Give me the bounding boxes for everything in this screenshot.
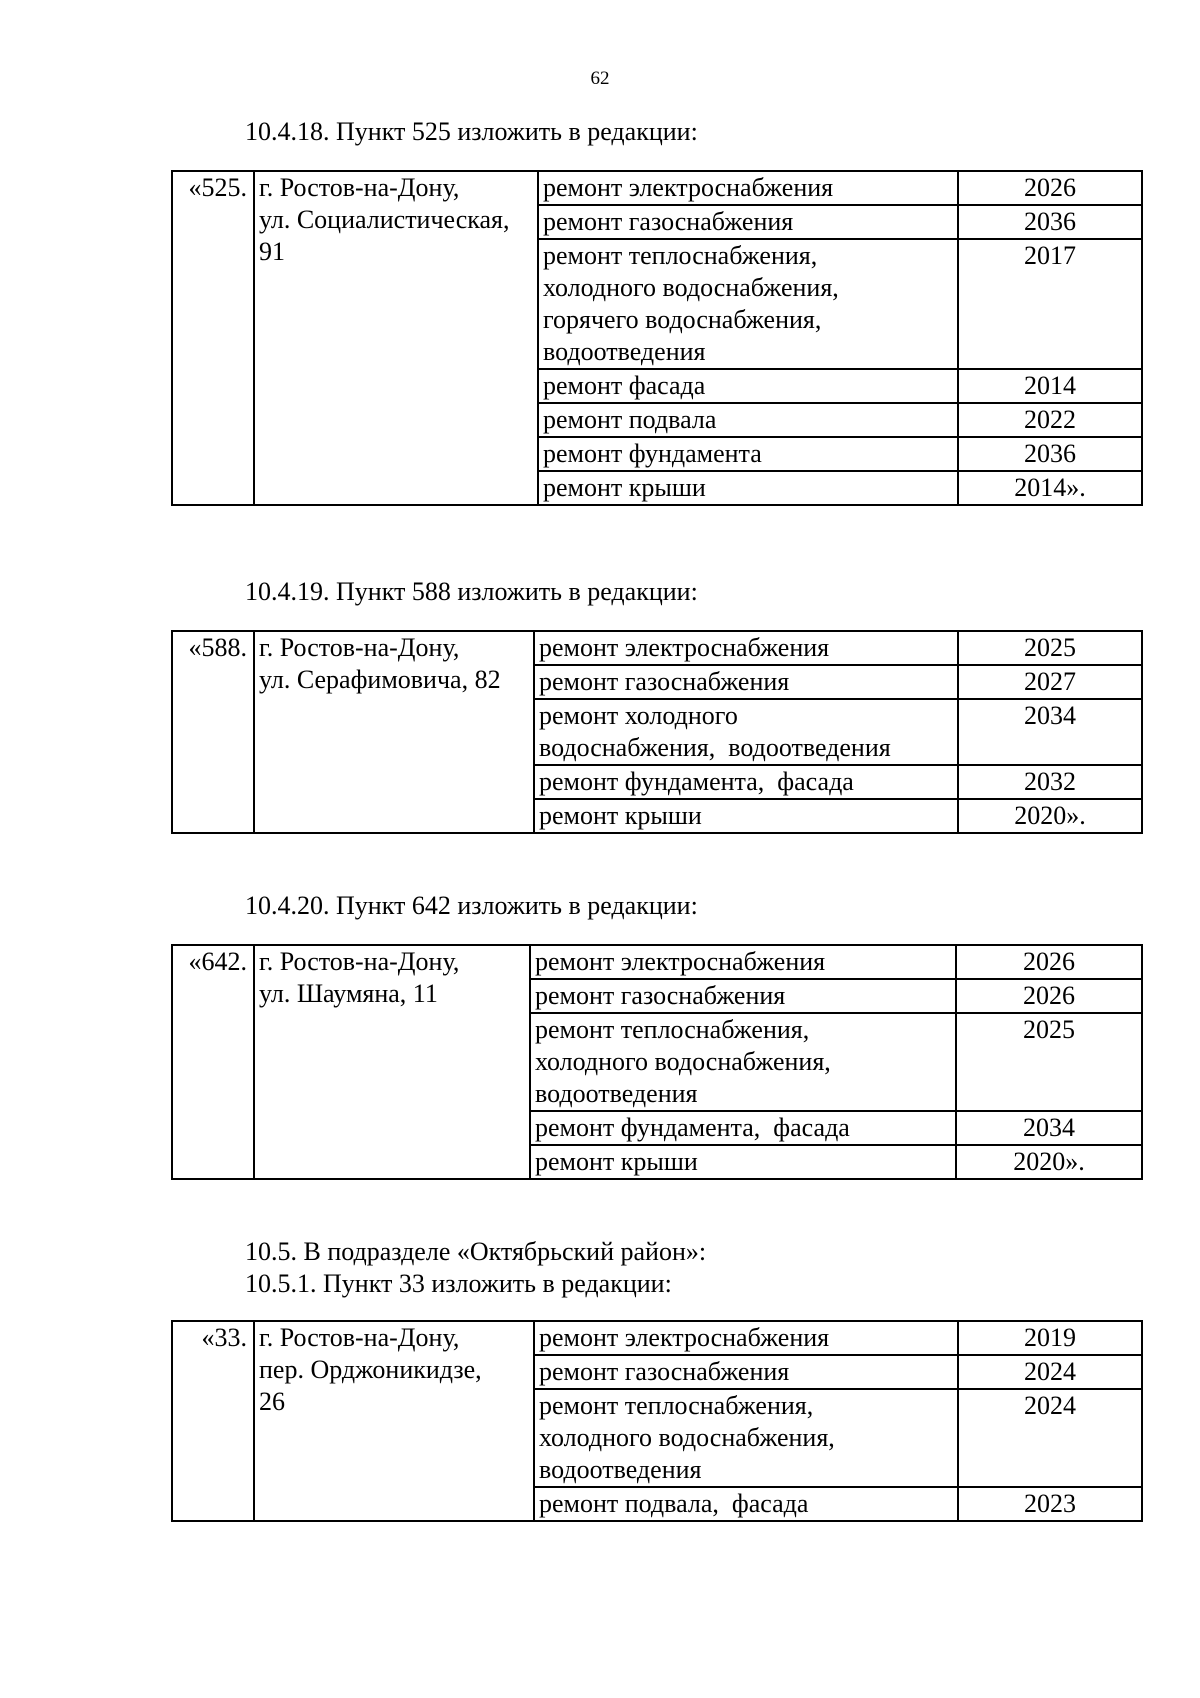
work-cell [534,765,958,799]
year-cell: 2014 [958,369,1142,403]
year-cell: 2019 [958,1321,1142,1355]
year-cell: 2020». [958,799,1142,833]
address-cell [254,631,534,833]
work-cell [538,171,958,205]
work-line: ремонт электроснабжения [539,633,830,662]
work-line: ремонт теплоснабжения, [543,241,818,270]
year-cell: 2027 [958,665,1142,699]
item-number-cell [172,945,254,1179]
work-line: ремонт фундамента [543,439,762,468]
item-number-cell [172,171,254,505]
address-line: г. Ростов-на-Дону, [259,1323,460,1352]
address-line: пер. Орджоникидзе, [259,1355,482,1384]
year-cell: 2026 [956,979,1142,1013]
work-line: ремонт фасада [543,371,706,400]
work-line: ремонт газоснабжения [543,207,794,236]
item-number: «525. [188,173,247,202]
address-line: 91 [259,237,285,266]
work-line: ремонт подвала [543,405,717,434]
table-row [172,945,1142,979]
work-line: ремонт крыши [543,473,706,502]
table-row [172,631,1142,665]
work-line: ремонт электроснабжения [535,947,826,976]
address-line: ул. Социалистическая, [259,205,510,234]
work-line: ремонт электроснабжения [539,1323,830,1352]
year-cell: 2036 [958,205,1142,239]
year-cell: 2034 [956,1111,1142,1145]
address-cell [254,945,530,1179]
work-line: ремонт газоснабжения [539,1357,790,1386]
year-cell: 2017 [958,239,1142,369]
section-heading: 10.4.18. Пункт 525 изложить в редакции: [245,117,698,146]
work-cell [534,1389,958,1487]
address-line: 26 [259,1387,285,1416]
work-cell [530,1145,956,1179]
work-cell [534,1355,958,1389]
work-line: ремонт газоснабжения [535,981,786,1010]
work-cell [538,437,958,471]
work-line: водоотведения [539,1455,702,1484]
work-cell [534,665,958,699]
section-heading: 10.5.1. Пункт 33 изложить в редакции: [245,1269,672,1298]
work-line: ремонт фундамента, фасада [539,767,854,796]
section-heading: 10.4.20. Пункт 642 изложить в редакции: [245,891,698,920]
work-cell [538,369,958,403]
page-number: 62 [590,68,610,89]
address-cell [254,171,538,505]
work-line: водоотведения [535,1079,698,1108]
year-cell: 2014». [958,471,1142,505]
address-line: г. Ростов-на-Дону, [259,173,460,202]
year-cell: 2034 [958,699,1142,765]
work-cell [534,799,958,833]
address-line: г. Ростов-на-Дону, [259,633,460,662]
work-line: ремонт теплоснабжения, [539,1391,814,1420]
item-number: «642. [188,947,247,976]
address-line: ул. Шаумяна, 11 [259,979,438,1008]
year-cell: 2020». [956,1145,1142,1179]
item-number: «33. [201,1323,247,1352]
work-cell [538,471,958,505]
work-cell [530,1013,956,1111]
year-cell: 2024 [958,1389,1142,1487]
work-line: ремонт фундамента, фасада [535,1113,850,1142]
work-line: ремонт крыши [539,801,702,830]
item-number: «588. [188,633,247,662]
item-number-cell [172,1321,254,1521]
work-line: холодного водоснабжения, [535,1047,831,1076]
work-line: ремонт холодного [539,701,738,730]
subsection-heading: 10.5. В подразделе «Октябрьский район»: [245,1237,707,1266]
year-cell: 2025 [956,1013,1142,1111]
work-cell [534,631,958,665]
item-number-cell [172,631,254,833]
work-cell [534,1487,958,1521]
repair-table [171,170,1143,506]
work-line: холодного водоснабжения, [543,273,839,302]
year-cell: 2036 [958,437,1142,471]
work-line: ремонт крыши [535,1147,698,1176]
year-cell: 2026 [956,945,1142,979]
year-cell: 2025 [958,631,1142,665]
work-line: ремонт теплоснабжения, [535,1015,810,1044]
work-line: холодного водоснабжения, [539,1423,835,1452]
work-cell [538,205,958,239]
year-cell: 2023 [958,1487,1142,1521]
work-line: ремонт газоснабжения [539,667,790,696]
section-heading: 10.4.19. Пункт 588 изложить в редакции: [245,577,698,606]
work-line: водоснабжения, водоотведения [539,733,891,762]
year-cell: 2022 [958,403,1142,437]
work-cell [534,1321,958,1355]
repair-table [171,630,1143,834]
work-line: ремонт подвала, фасада [539,1489,809,1518]
repair-table [171,944,1143,1180]
work-cell [530,979,956,1013]
year-cell: 2026 [958,171,1142,205]
work-cell [534,699,958,765]
address-cell [254,1321,534,1521]
table-row [172,1321,1142,1355]
work-cell [530,945,956,979]
work-line: водоотведения [543,337,706,366]
year-cell: 2032 [958,765,1142,799]
table-row [172,171,1142,205]
work-line: горячего водоснабжения, [543,305,822,334]
work-cell [530,1111,956,1145]
year-cell: 2024 [958,1355,1142,1389]
work-line: ремонт электроснабжения [543,173,834,202]
repair-table [171,1320,1143,1522]
address-line: г. Ростов-на-Дону, [259,947,460,976]
address-line: ул. Серафимовича, 82 [259,665,501,694]
work-cell [538,239,958,369]
work-cell [538,403,958,437]
